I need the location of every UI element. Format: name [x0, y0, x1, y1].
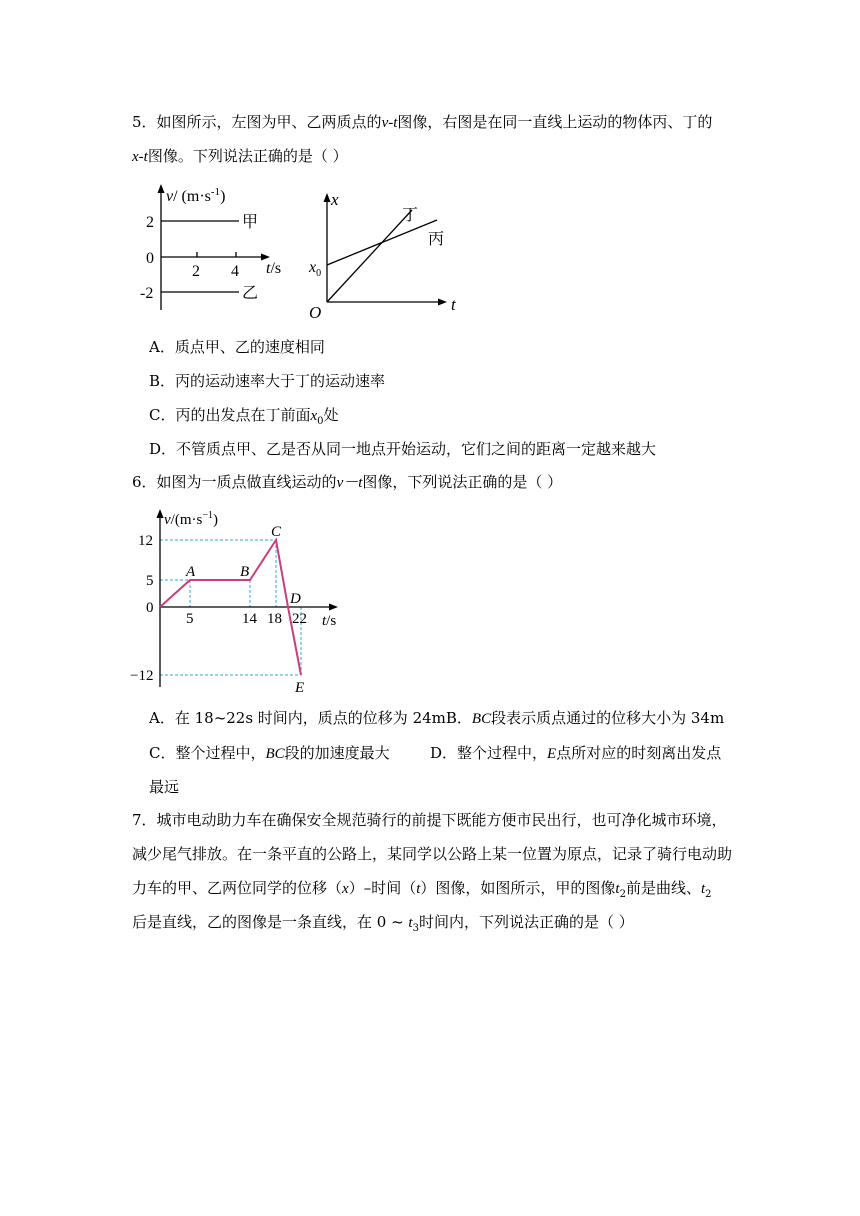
q5-option-d: D．不管质点甲、乙是否从同一地点开始运动，它们之间的距离一定越来越大: [149, 440, 657, 458]
q5-vt-ytick-neg2: -2: [140, 285, 154, 302]
q6-ytick-0: 0: [146, 600, 154, 616]
q5-stem-line1: 5．如图所示，左图为甲、乙两质点的v-t图像，右图是在同一直线上运动的物体丙、丁的: [132, 113, 713, 131]
q7-stem-line2: 减少尾气排放。在一条平直的公路上，某同学以公路上某一位置为原点，记录了骑行电动助: [132, 845, 733, 863]
q5-vt-label-yi: 乙: [242, 285, 259, 302]
q5-vt-graph: [138, 180, 298, 320]
q5-xt-x-arrow: [438, 299, 447, 306]
q5-vt-label-jia: 甲: [242, 214, 259, 231]
q6-option-d-cont: 最远: [149, 778, 180, 796]
q5-vt-x-label: t/s: [266, 260, 282, 277]
q5-vt-xtick-4: 4: [231, 263, 239, 280]
q5-xt-line-ding: [327, 210, 412, 302]
q6-x-arrow: [329, 604, 338, 611]
q6-stem: 6．如图为一质点做直线运动的v－t图像，下列说法正确的是（ ）: [132, 473, 563, 491]
q5-vt-y-arrow: [158, 184, 165, 193]
q6-xtick-18: 18: [267, 611, 282, 627]
q5-vt-xtick-2: 2: [192, 263, 200, 280]
q5-xt-label-bing: 丙: [428, 231, 445, 248]
q6-point-b: B: [240, 564, 250, 580]
q6-ytick-5: 5: [146, 573, 154, 589]
q6-y-label: $v/(m\cdot s^{-1})$: [164, 510, 218, 528]
q6-vt-graph: [130, 502, 360, 702]
q6-option-d: D．整个过程中，E点所对应的时刻离出发点: [430, 744, 722, 762]
q6-xtick-22: 22: [292, 611, 307, 627]
q5-xt-x0: $x_0$: [309, 259, 322, 279]
q6-x-label: t/s: [322, 613, 337, 629]
q6-point-a: A: [186, 564, 196, 580]
q7-stem-line1: 7．城市电动助力车在确保安全规范骑行的前提下既能方便市民出行，也可净化城市环境，: [132, 811, 727, 829]
q6-xtick-5: 5: [186, 611, 194, 627]
q7-stem-line3: 力车的甲、乙两位同学的位移（x）–时间（t）图像，如图所示，甲的图像$t_2$前是曲线、$t_2$: [132, 879, 712, 900]
q6-y-arrow: [157, 509, 164, 518]
q5-xt-label-ding: 丁: [402, 207, 419, 224]
q5-xt-line-bing: [327, 220, 437, 265]
q6-xtick-14: 14: [242, 611, 257, 627]
q6-option-a: A．在 18~22s 时间内，质点的位移为 24m: [149, 709, 446, 727]
q5-xt-origin: O: [309, 303, 322, 320]
q5-xt-y-label: x: [331, 190, 339, 209]
q5-number: 5．: [132, 113, 157, 131]
q6-point-d: D: [290, 591, 301, 607]
q6-ytick-12: 12: [138, 533, 153, 549]
q6-option-a-b: [149, 708, 724, 729]
q5-stem-line2: x-t图像。下列说法正确的是（ ）: [132, 147, 348, 165]
q6-ytick-neg12: −12: [130, 668, 154, 684]
q5-xt-graph: [305, 185, 465, 320]
q5-xt-x-label: t: [451, 295, 456, 314]
q6-option-b: B．BC段表示质点通过的位移大小为 34m: [445, 709, 725, 727]
q5-vt-ytick-2: 2: [146, 214, 154, 231]
q5-vt-ytick-0: 0: [146, 250, 154, 267]
q5-option-b: B．丙的运动速率大于丁的运动速率: [149, 372, 386, 390]
q5-xt-y-arrow: [324, 193, 331, 202]
svg-text:v/ (m·s-1): v/ $(m\cdot s^{-1})$: [166, 186, 226, 205]
q6-point-e: E: [295, 680, 305, 696]
q6-number: 6．: [132, 473, 157, 491]
q5-option-a: A．质点甲、乙的速度相同: [149, 338, 325, 356]
q7-number: 7．: [132, 811, 157, 829]
q7-stem-line4: 后是直线，乙的图像是一条直线，在 0 ~ $t_3$时间内，下列说法正确的是（ ）: [132, 913, 634, 934]
q6-point-c: C: [271, 524, 282, 540]
q6-option-c: C．整个过程中，BC段的加速度最大: [149, 744, 390, 762]
q5-option-c: C．丙的出发点在丁前面$x_0$处: [149, 406, 339, 427]
